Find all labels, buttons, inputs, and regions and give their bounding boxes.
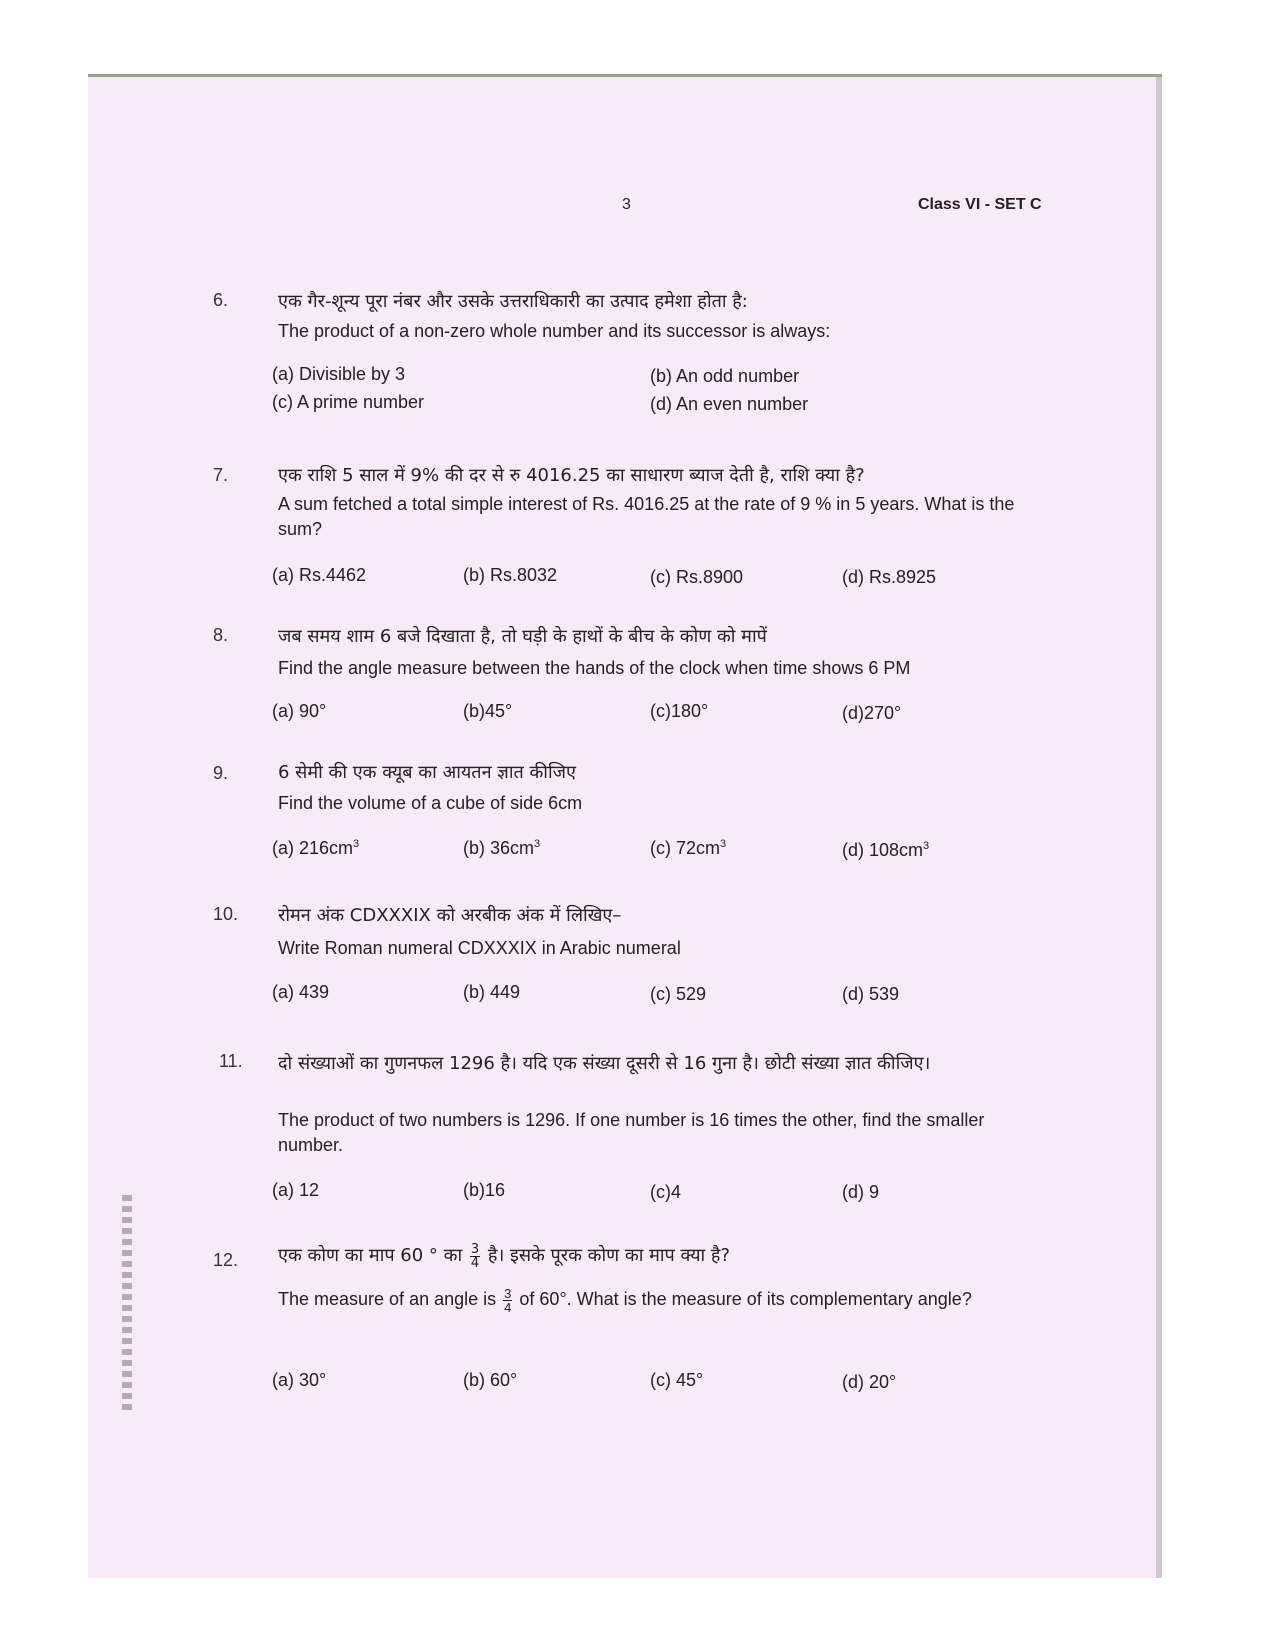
option-b[interactable]: (b) Rs.8032 bbox=[463, 565, 558, 585]
option-b[interactable]: (b)16 bbox=[463, 1180, 506, 1200]
option-a[interactable]: (a) Divisible by 3 bbox=[272, 364, 406, 384]
question-number: 7. bbox=[213, 465, 229, 485]
question-english: Find the volume of a cube of side 6cm bbox=[278, 793, 583, 813]
option-c[interactable]: (c)180° bbox=[650, 701, 709, 721]
question-english: The measure of an angle is $\frac{3}{4}$ of 60°. What is the measure of its complementary angle? bbox=[278, 1285, 972, 1315]
option-a[interactable]: (a) $216cm^3$ bbox=[272, 838, 360, 858]
page-number: 3 bbox=[622, 196, 631, 213]
question-english: The product of two numbers is 1296. If one number is 16 times the other, find the smaller number. bbox=[278, 1110, 985, 1155]
option-a[interactable]: (a) Rs.4462 bbox=[272, 565, 367, 585]
option-b[interactable]: (b)45° bbox=[463, 701, 513, 721]
option-d[interactable]: (d) 20° bbox=[842, 1372, 897, 1392]
option-c[interactable]: (c)4 bbox=[650, 1182, 681, 1202]
option-d[interactable]: (d)270° bbox=[842, 703, 902, 723]
question-hindi: जब समय शाम 6 बजे दिखाता है, तो घड़ी के हाथों के बीच के कोण को मापें bbox=[278, 626, 767, 647]
binding-edge-mark bbox=[122, 1195, 132, 1410]
option-c[interactable]: (c) 529 bbox=[650, 984, 707, 1004]
option-a[interactable]: (a) 90° bbox=[272, 701, 327, 721]
fraction-three-quarters: $\frac{3}{4}$ bbox=[504, 1285, 512, 1315]
option-d[interactable]: (d) 539 bbox=[842, 984, 900, 1004]
option-a[interactable]: (a) 12 bbox=[272, 1180, 320, 1200]
class-set-label: Class VI - SET C bbox=[918, 196, 1042, 213]
option-b[interactable]: (b) 449 bbox=[463, 982, 521, 1002]
option-d[interactable]: (d) An even number bbox=[650, 394, 809, 414]
question-english: Write Roman numeral CDXXXIX in Arabic numeral bbox=[278, 938, 681, 958]
option-c[interactable]: (c) $72cm^3$ bbox=[650, 838, 727, 858]
option-d[interactable]: (d) 9 bbox=[842, 1182, 880, 1202]
page-top-edge bbox=[88, 74, 1162, 77]
question-hindi: एक कोण का माप 60 ° का $\frac{3}{4}$ है। इसके पूरक कोण का माप क्या है? bbox=[278, 1241, 731, 1271]
question-english: Find the angle measure between the hands of the clock when time shows 6 PM bbox=[278, 658, 911, 678]
question-hindi: दो संख्याओं का गुणनफल 1296 है। यदि एक संख्या दूसरी से 16 गुना है। छोटी संख्या ज्ञात कीजिए। bbox=[278, 1053, 931, 1074]
option-c[interactable]: (c) Rs.8900 bbox=[650, 567, 744, 587]
option-c[interactable]: (c) 45° bbox=[650, 1370, 704, 1390]
option-d[interactable]: (d) $108cm^3$ bbox=[842, 840, 930, 860]
option-d[interactable]: (d) Rs.8925 bbox=[842, 567, 937, 587]
fraction-three-quarters: $\frac{3}{4}$ bbox=[470, 1241, 480, 1271]
option-a[interactable]: (a) 439 bbox=[272, 982, 330, 1002]
question-hindi: 6 सेमी की एक क्यूब का आयतन ज्ञात कीजिए bbox=[278, 762, 576, 783]
question-number: 8. bbox=[213, 625, 229, 645]
question-number: 10. bbox=[213, 904, 239, 924]
option-a[interactable]: (a) 30° bbox=[272, 1370, 327, 1390]
option-b[interactable]: (b) $36cm^3$ bbox=[463, 838, 541, 858]
question-number: 11. bbox=[219, 1051, 243, 1071]
question-hindi: एक गैर-शून्य पूरा नंबर और उसके उत्तराधिकारी का उत्पाद हमेशा होता है: bbox=[278, 291, 748, 312]
option-b[interactable]: (b) 60° bbox=[463, 1370, 518, 1390]
option-c[interactable]: (c) A prime number bbox=[272, 392, 425, 412]
question-number: 9. bbox=[213, 763, 229, 783]
question-hindi: एक राशि 5 साल में 9% की दर से रु 4016.25 का साधारण ब्याज देती है, राशि क्या है? bbox=[278, 465, 865, 486]
option-b[interactable]: (b) An odd number bbox=[650, 366, 800, 386]
question-english: The product of a non-zero whole number and its successor is always: bbox=[278, 321, 831, 341]
question-hindi: रोमन अंक CDXXXIX को अरबीक अंक में लिखिए– bbox=[278, 905, 622, 926]
question-number: 12. bbox=[213, 1250, 239, 1270]
question-number: 6. bbox=[213, 290, 229, 310]
question-english: A sum fetched a total simple interest of Rs. 4016.25 at the rate of 9 % in 5 years. What is the sum? bbox=[278, 494, 1015, 539]
